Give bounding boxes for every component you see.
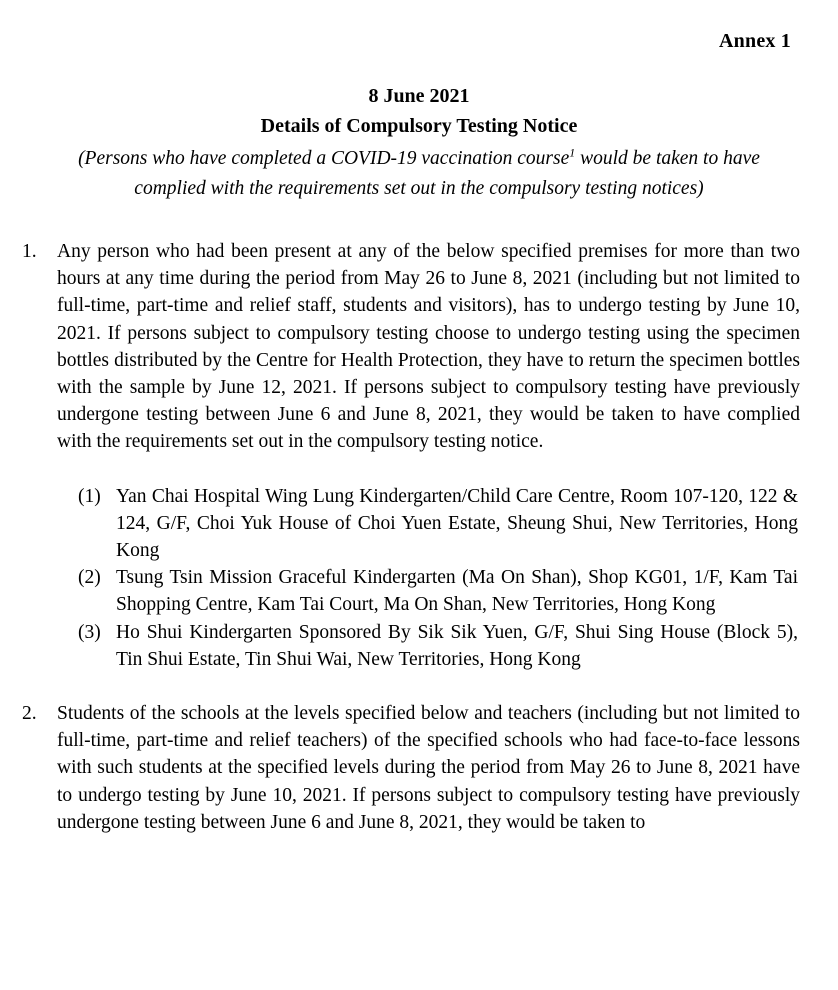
list-item-marker: (3)	[78, 621, 101, 643]
list-item-marker: (1)	[78, 485, 101, 507]
page-title: Details of Compulsory Testing Notice	[260, 115, 578, 137]
document-subtitle	[40, 144, 798, 204]
list-item-label: Yan Chai Hospital Wing Lung Kindergarten/Child Care Centre, Room 107-120, 122 & 124, G/F, Choi Yuk House of Choi Yuen Estate, Sheung Shui, New Territories, Hong Kong	[116, 485, 798, 562]
numbered-paragraph-1	[22, 238, 800, 456]
footnote-marker: 1	[569, 145, 576, 160]
list-item-marker: (2)	[78, 567, 101, 589]
subtitle-text-part-1: (Persons who have completed a COVID-19 vaccination course	[78, 148, 570, 169]
paragraph-spacer	[22, 673, 800, 700]
list-item	[22, 483, 800, 565]
premises-list	[22, 483, 800, 673]
list-item	[22, 619, 800, 673]
document-body	[22, 238, 800, 836]
annex-label: Annex 1	[719, 30, 791, 52]
document-date: 8 June 2021	[368, 85, 470, 107]
list-item-label: Ho Shui Kindergarten Sponsored By Sik Sik Yuen, G/F, Shui Sing House (Block 5), Tin Shui Estate, Tin Shui Wai, New Territories, Hong Kong	[116, 621, 798, 670]
subtitle-text-part-2: would be taken to have complied with the requirements set out in the compulsory testing notices)	[134, 148, 760, 199]
numbered-paragraph-2	[22, 700, 800, 836]
document-heading-block	[40, 82, 798, 204]
list-item-label: Tsung Tsin Mission Graceful Kindergarten (Ma On Shan), Shop KG01, 1/F, Kam Tai Shopping Centre, Kam Tai Court, Ma On Shan, New Territories, Hong Kong	[116, 567, 798, 616]
list-item	[22, 564, 800, 618]
paragraph-text: Any person who had been present at any of the below specified premises for more than two hours at any time during the period from May 26 to June 8, 2021 (including but not limited to full-time, part-time and relief staff, students and visitors), has to undergo testing by June 10, 2021. If persons subject to compulsory testing choose to undergo testing using the specimen bottles distributed by the Centre for Health Protection, they have to return the specimen bottles with the sample by June 12, 2021. If persons subject to compulsory testing have previously undergone testing between June 6 and June 8, 2021, they would be taken to have complied with the requirements set out in the compulsory testing notice.	[57, 241, 800, 453]
paragraph-marker: 1.	[22, 241, 37, 262]
paragraph-marker: 2.	[22, 703, 37, 725]
paragraph-text: Students of the schools at the levels specified below and teachers (including but not limited to full-time, part-time and relief teachers) of the specified schools who had face-to-face lessons with such students at the specified levels during the period from May 26 to June 8, 2021 have to undergo testing by June 10, 2021. If persons subject to compulsory testing have previously undergone testing between June 6 and June 8, 2021, they would be taken to	[57, 703, 800, 833]
